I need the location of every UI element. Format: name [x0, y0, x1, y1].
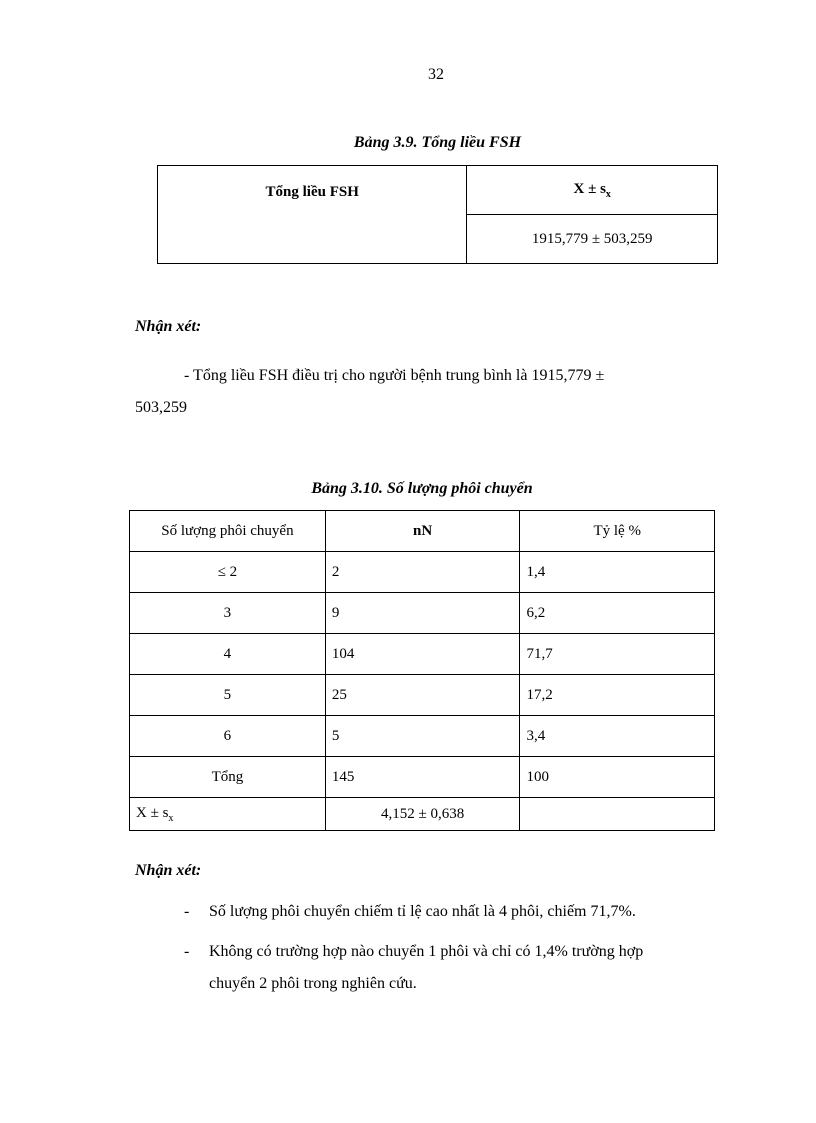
col-header-n: nN	[325, 511, 520, 552]
row-n: 2	[325, 552, 520, 593]
row-n: 104	[325, 634, 520, 675]
row-label: ≤ 2	[130, 552, 326, 593]
row-percent: 17,2	[520, 675, 715, 716]
row-percent: 3,4	[520, 716, 715, 757]
note2-title: Nhận xét:	[135, 862, 202, 879]
bullet-1-line1: Số lượng phôi chuyển chiếm tỉ lệ cao nhất là 4 phôi, chiếm 71,7%.	[209, 903, 636, 920]
table-row	[130, 675, 715, 716]
bullet-dash: -	[184, 903, 190, 920]
table2-caption: Bảng 3.10. Số lượng phôi chuyển	[311, 480, 533, 497]
row-n: 25	[325, 675, 520, 716]
page-number: 32	[428, 66, 444, 83]
row-n: 145	[325, 757, 520, 798]
table-row-summary	[130, 798, 715, 831]
fsh-dose-table	[157, 165, 718, 264]
note1-line2: 503,259	[135, 399, 187, 416]
row-percent: 71,7	[520, 634, 715, 675]
summary-empty	[520, 798, 715, 831]
summary-label: $X \pm s_x$	[130, 798, 326, 831]
table-row	[130, 757, 715, 798]
bullet-dash: -	[184, 943, 190, 960]
row-n: 9	[325, 593, 520, 634]
table-row	[130, 593, 715, 634]
row-label: 4	[130, 634, 326, 675]
row-label: Tổng	[130, 757, 326, 798]
bullet-2-line1: Không có trường hợp nào chuyển 1 phôi và chỉ có 1,4% trường hợp	[209, 943, 644, 960]
table-row	[130, 552, 715, 593]
bullet-2-line2: chuyển 2 phôi trong nghiên cứu.	[209, 975, 417, 992]
table1-caption: Bảng 3.9. Tổng liều FSH	[353, 134, 522, 151]
col-header-percent: Tỷ lệ %	[520, 511, 715, 552]
fsh-dose-header: Tổng liều FSH	[158, 166, 467, 264]
col-header-count: Số lượng phôi chuyển	[130, 511, 326, 552]
table-row	[130, 716, 715, 757]
summary-value: 4,152 ± 0,638	[325, 798, 520, 831]
row-percent: 100	[520, 757, 715, 798]
fsh-dose-value: 1915,779 ± 503,259	[467, 215, 718, 264]
row-percent: 1,4	[520, 552, 715, 593]
note1-line1: - Tổng liều FSH điều trị cho người bệnh trung bình là 1915,779 ±	[184, 367, 605, 384]
row-label: 5	[130, 675, 326, 716]
embryo-transfer-table	[129, 510, 715, 831]
table-row	[130, 634, 715, 675]
row-n: 5	[325, 716, 520, 757]
row-label: 3	[130, 593, 326, 634]
mean-sd-header: $X \pm s_x$	[467, 166, 718, 215]
row-percent: 6,2	[520, 593, 715, 634]
row-label: 6	[130, 716, 326, 757]
note1-title: Nhận xét:	[135, 318, 202, 335]
